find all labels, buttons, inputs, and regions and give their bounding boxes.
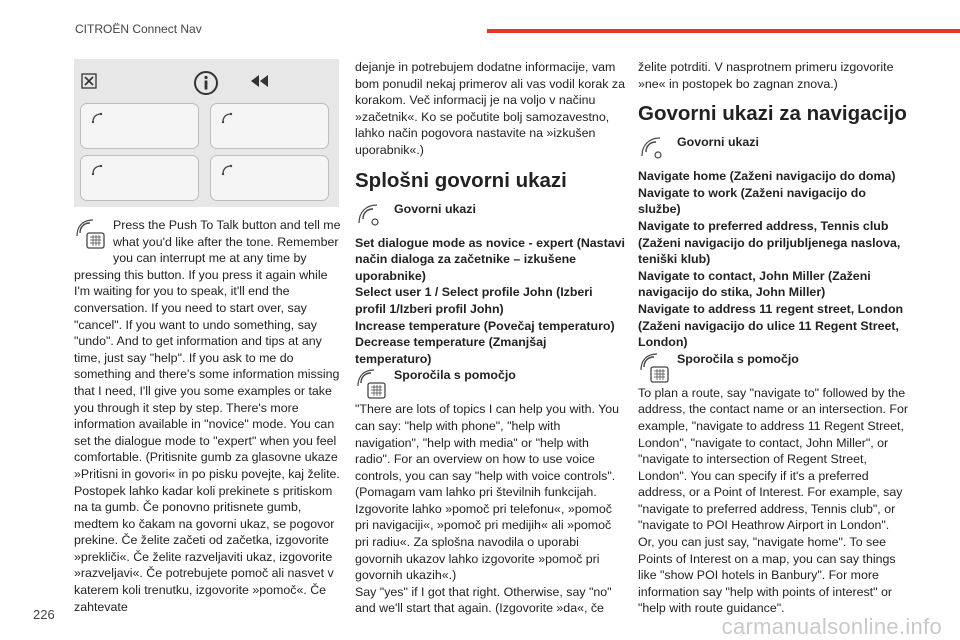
header-title: CITROËN Connect Nav: [75, 22, 202, 36]
push-to-talk-paragraph: [74, 217, 344, 615]
help-label-row: [355, 367, 625, 401]
help-message-icon: [355, 367, 389, 401]
voice-icon: [638, 134, 672, 168]
voice-icon: [355, 201, 389, 235]
phone-handset-icon: [80, 155, 199, 201]
general-commands-list: Set dialogue mode as novice - expert (Nastavi način dialoga za začetnike – izkušene uporabnike) Select user 1 / Select profile John (Izberi profil 1/Izberi profil John) Increase temperature (Povečaj temperaturo) Decrease temperature (Zmanjšaj temperaturo): [355, 235, 625, 366]
phone-handset-icon: [210, 103, 329, 149]
navigation-commands-list: Navigate home (Zaženi navigacijo do doma) Navigate to work (Zaženi navigacijo do službe) Navigate to preferred address, Tennis club (Zaženi navigacijo do priljubljenega naslova, teniški klub) Navigate to contact, John Miller (Zaženi navigacijo do stika, John Miller) Navigate to address 11 regent street, London (Zaženi navigacijo do ulice 11 Regent Street, London): [638, 169, 904, 350]
nav-commands-label-row: [638, 134, 908, 168]
rewind-icon: [250, 74, 270, 88]
col3-continuation: želite potrditi. V nasprotnem primeru izgovorite »ne« in postopek bo zagnan znova.): [638, 60, 894, 91]
nav-help-label: Sporočila s pomočjo: [677, 351, 799, 366]
nav-commands-label: Govorni ukazi: [677, 135, 759, 150]
info-icon: [193, 70, 219, 96]
column-2: [355, 59, 625, 617]
section-heading-navigation: Govorni ukazi za navigacijo: [638, 102, 907, 126]
device-panel-illustration: [74, 59, 339, 207]
commands-label-row: [355, 201, 625, 235]
help-message-icon: [638, 351, 672, 385]
column-1: [74, 59, 344, 615]
section-heading-general: Splošni govorni ukazi: [355, 168, 567, 192]
help-label: Sporočila s pomočjo: [394, 368, 516, 383]
phone-handset-icon: [80, 103, 199, 149]
commands-label: Govorni ukazi: [394, 201, 476, 216]
close-icon: [81, 73, 97, 89]
navigation-help-text: To plan a route, say "navigate to" followed by the address, the contact name or an intersection. For example, "navigate to address 11 Regent Street, London", "navigate to contact, John Miller", or "navigate to intersection of Regent Street, London". You can specify if it's a preferred address, or a Point of Interest. For example, say "navigate to preferred address, Tennis club", or "navigate to POI Heathrow Airport in London". Or, you can just say, "navigate home". To see Points of Interest on a map, you can say things like "show POI hotels in Banbury". For more information say "help with points of interest" or "help with route guidance".: [638, 385, 908, 616]
watermark: carmanualsonline.info: [721, 614, 942, 639]
header-accent-bar: [487, 29, 960, 33]
push-to-talk-text: Press the Push To Talk button and tell me what you'd like after the tone. Remember you can interrupt me at any time by pressing this button. If you press it again while I'm waiting for you to speak, it'll end the conversation. If you need to start over, say "cancel". If you want to undo something, say "undo". And to get information and tips at any time, just say "help". If you ask to me do something and there's some information missing that I need, I'll give you some examples or take you through it step by step. There's more information available in "novice" mode. You can set the dialogue mode to "expert" when you feel comfortable. (Pritisnite gumb za glasovne ukaze »Pritisni in govori« in po pisku povejte, kaj želite. Postopek lahko kadar koli prekinete s pritiskom na ta gumb. Če ponovno pritisnete gumb, medtem ko čakam na govorni ukaz, se pogovor prekine. Če želite začeti od začetka, izgovorite »prekliči«. Če želite razveljaviti ukaz, izgovorite »razveljavi«. Če potrebujete pomoč ali nasvet v katerem koli trenutku, izgovorite »pomoč«. Če zahtevate: [74, 218, 341, 614]
column-3: [638, 59, 908, 617]
general-help-text: "There are lots of topics I can help you with. You can say: "help with phone", "help with navigation", "help with media" or "help with radio". For an overview on how to use voice controls, you can say "help with voice controls". (Pomagam vam lahko pri številnih funkcijah. Izgovorite lahko »pomoč pri telefonu«, »pomoč pri navigaciji«, »pomoč pri medijih« ali »pomoč pri radiu«. Za splošna navodila o uporabi govornih ukazov lahko izgovorite »pomoč pri govornih ukazih«.) Say "yes" if I got that right. Otherwise, say "no" and we'll start that again. (Izgovorite »da«, če: [355, 402, 620, 616]
col2-continuation: dejanje in potrebujem dodatne informacije, vam bom ponudil nekaj primerov ali vas vodil korak za korakom. Več informacij je na voljo v načinu »začetnik«. Ko se počutite bolj samozavestno, lahko način pogovora nastavite na »izkušen uporabnik«.): [355, 60, 625, 157]
page-number: 226: [33, 607, 55, 622]
nav-help-label-row: [638, 351, 908, 385]
voice-command-icon: [74, 217, 108, 251]
phone-handset-icon: [210, 155, 329, 201]
